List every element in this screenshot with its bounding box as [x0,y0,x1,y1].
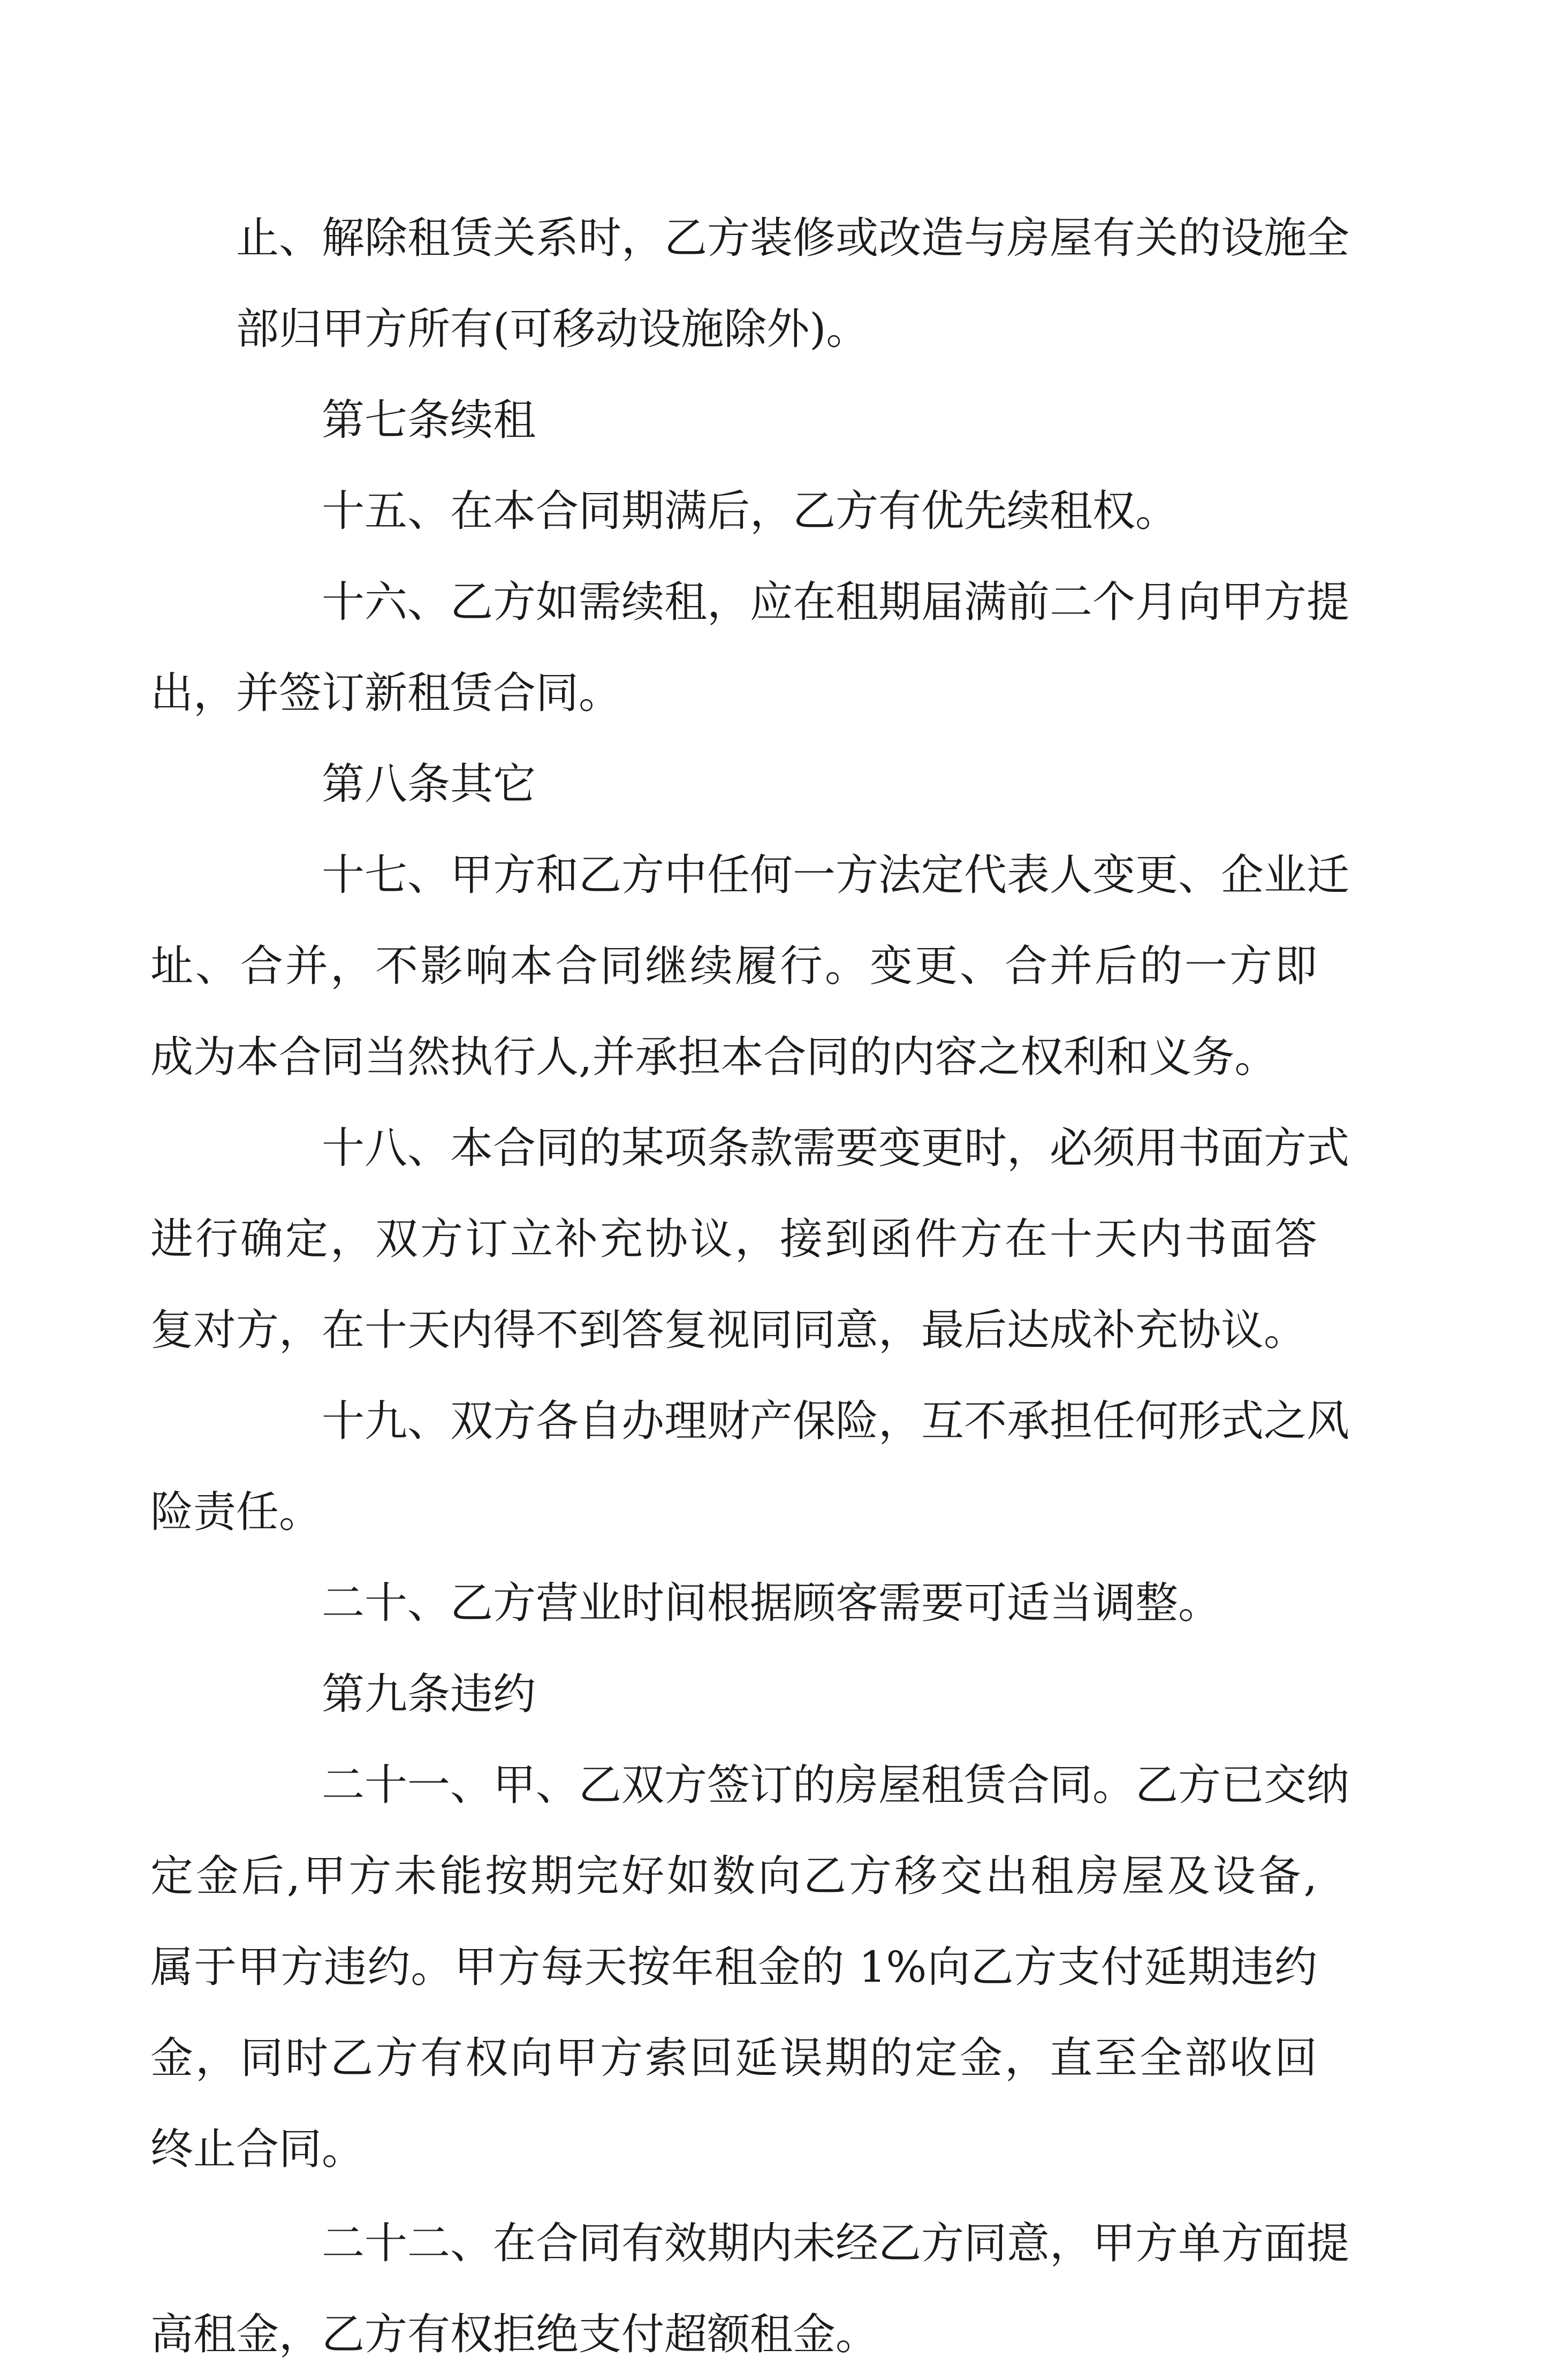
text-line: 高租金，乙方有权拒绝支付超额租金。 [150,2309,878,2359]
text-line: 十九、双方各自办理财产保险，互不承担任何形式之风 [322,1396,1349,1446]
clause-20 [236,1558,1317,1649]
text-line: 险责任。 [150,1487,322,1537]
clause-21 [150,1740,1349,2195]
text-line: 二十、乙方营业时间根据顾客需要可适当调整。 [322,1578,1221,1628]
article-7-heading [236,375,1317,466]
section-heading: 第七条续租 [322,395,536,445]
text-line: 二十一、甲、乙双方签订的房屋租赁合同。乙方已交纳 [322,1760,1349,1810]
clause-18 [150,1103,1349,1376]
text-line: 金，同时乙方有权向甲方索回延误期的定金，直至全部收回 [150,2033,1317,2083]
paragraph-continued [236,193,1349,375]
article-9-heading [236,1649,1317,1740]
section-heading: 第八条其它 [322,759,536,809]
text-line: 出，并签订新租赁合同。 [150,668,621,718]
text-line: 属于甲方违约。甲方每天按年租金的 1%向乙方支付延期违约 [150,1942,1317,1992]
text-line: 复对方，在十天内得不到答复视同同意，最后达成补充协议。 [150,1305,1307,1355]
clause-22 [150,2198,1349,2380]
text-line: 进行确定，双方订立补充协议，接到函件方在十天内书面答 [150,1214,1317,1264]
text-line: 定金后,甲方未能按期完好如数向乙方移交出租房屋及设备, [150,1851,1317,1901]
text-line: 十六、乙方如需续租，应在租期届满前二个月向甲方提 [322,577,1349,627]
text-line: 成为本合同当然执行人,并承担本合同的内容之权利和义务。 [150,1032,1278,1082]
clause-15 [236,466,1317,557]
clause-17 [150,830,1349,1103]
article-8-heading [236,739,1317,830]
text-line: 十五、在本合同期满后，乙方有优先续租权。 [322,486,1178,536]
text-line: 十七、甲方和乙方中任何一方法定代表人变更、企业迁 [322,850,1349,900]
text-line: 终止合同。 [150,2124,365,2174]
text-line: 二十二、在合同有效期内未经乙方同意，甲方单方面提 [322,2218,1349,2268]
text-line: 部归甲方所有(可移动设施除外)。 [236,304,869,354]
clause-19 [150,1376,1349,1558]
text-line: 止、解除租赁关系时，乙方装修或改造与房屋有关的设施全 [236,213,1349,263]
clause-16 [150,557,1349,739]
text-line: 址、合并，不影响本合同继续履行。变更、合并后的一方即 [150,941,1317,991]
document-body [150,193,1349,2380]
section-heading: 第九条违约 [322,1669,536,1719]
text-line: 十八、本合同的某项条款需要变更时，必须用书面方式 [322,1123,1349,1173]
